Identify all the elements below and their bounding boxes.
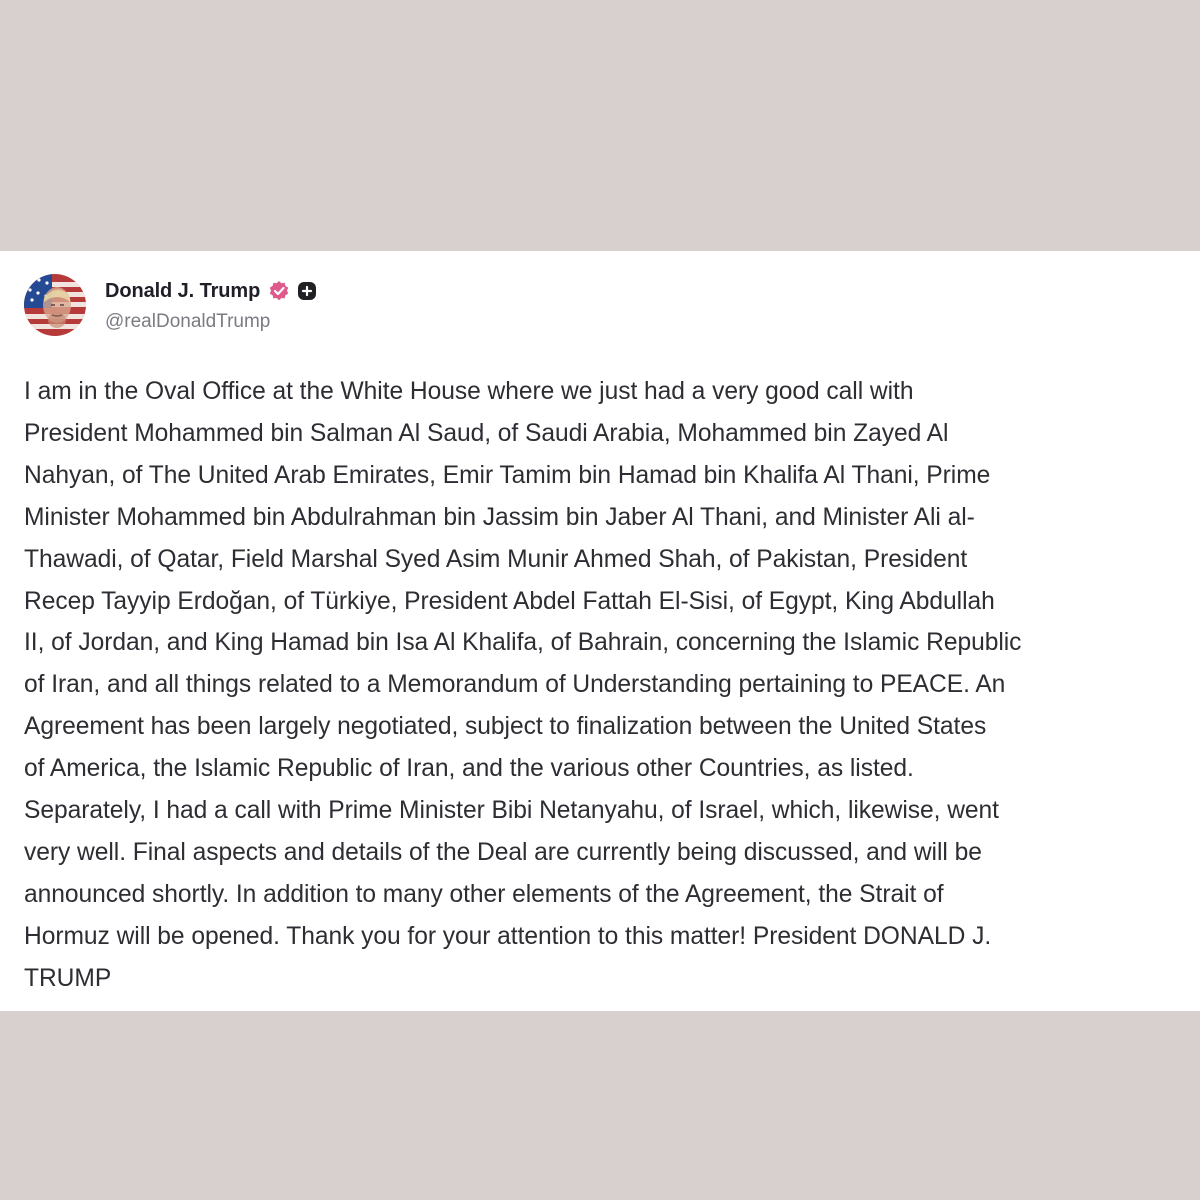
- author-name-row: [105, 277, 317, 305]
- avatar[interactable]: [24, 274, 86, 336]
- verified-check-icon: [268, 280, 290, 302]
- post-card: [0, 251, 1200, 1011]
- plus-badge-icon: [297, 281, 317, 301]
- flag-portrait-avatar-icon: [24, 274, 86, 336]
- author-handle[interactable]: @realDonaldTrump: [105, 311, 271, 332]
- post-header: [24, 272, 317, 338]
- post-text: I am in the Oval Office at the White House where we just had a very good call with President Mohammed bin Salman Al Saud, of Saudi Arabia, Mohammed bin Zayed Al Nahyan, of The United Arab Emirates, Emir Tamim bin Hamad bin Khalifa Al Thani, Prime Minister Mohammed bin Abdulrahman bin Jassim bin Jaber Al Thani, and Minister Ali al- Thawadi, of Qatar, Field Marshal Syed Asim Munir Ahmed Shah, of Pakistan, President Recep Tayyip Erdoğan, of Türkiye, President Abdel Fattah El-Sisi, of Egypt, King Abdullah II, of Jordan, and King Hamad bin Isa Al Khalifa, of Bahrain, concerning the Islamic Republic of Iran, and all things related to a Memorandum of Understanding pertaining to PEACE. An Agreement has been largely negotiated, subject to finalization between the United States of America, the Islamic Republic of Iran, and the various other Countries, as listed. Separately, I had a call with Prime Minister Bibi Netanyahu, of Israel, which, likewise, went very well. Final aspects and details of the Deal are currently being discussed, and will be announced shortly. In addition to many other elements of the Agreement, the Strait of Hormuz will be opened. Thank you for your attention to this matter! President DONALD J. TRUMP: [24, 378, 1022, 992]
- author-display-name[interactable]: Donald J. Trump: [105, 279, 261, 302]
- author-identity: [105, 277, 317, 333]
